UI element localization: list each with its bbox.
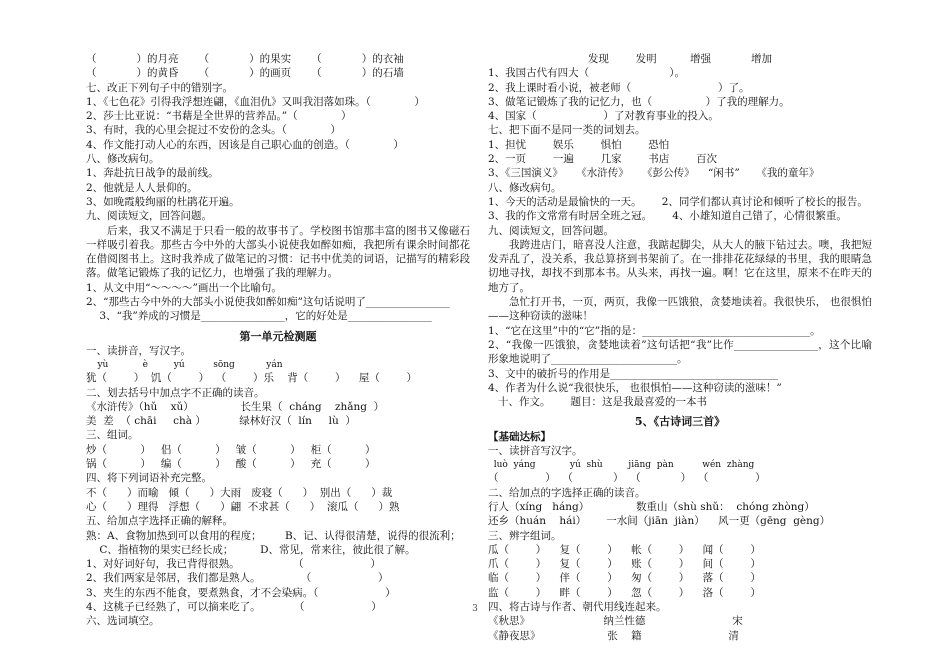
pinyin-row: luò yáng yú shù jiāng pàn wén zhàng xyxy=(488,460,755,471)
text-line: 《静夜思》 张 籍 清 xyxy=(488,629,739,642)
section-heading: 二、给加点的字选择正确的读音。 xyxy=(488,486,646,499)
reading-passage: 我跨进店门，暗喜没人注意，我踮起脚尖，从大人的腋下钻过去。噢，我把短发弄乱了，没关系，我总算挤到书架前了。在一排排花花绿绿的书里，我的眼睛急切地寻找，却找不到那本书。从头来，再找一遍。啊！它在这里，原来不在昨天的地方了。 xyxy=(488,238,872,294)
page-number: 3 xyxy=(472,604,478,614)
right-column xyxy=(488,52,872,643)
section-heading: 一、读拼音，写汉字。 xyxy=(86,344,191,357)
question: 2、“我像一匹饿狼，贪婪地读着”这句话把“我”比作________________，这个比喻形象地说明了________________________。 xyxy=(488,338,872,366)
text-line: 1、奔赴抗日战争的最前线。 xyxy=(86,167,219,180)
composition-prompt: 十、作文。 题目：这是我最喜爱的一本书 xyxy=(488,396,708,409)
text-line: 4、作文能打动人心的东西，因该是自己职心血的创造。（ ） xyxy=(86,138,404,151)
section-tag: 【基础达标】 xyxy=(488,430,551,443)
unit-test-title: 第一单元检测题 xyxy=(239,329,317,343)
text-line: 1、我国古代有四大（ ）。 xyxy=(488,67,686,80)
section-heading: 三、组词。 xyxy=(86,429,139,442)
text-line: 3、《三国演义》 《水浒传》 《彭公传》 “闲书” 《我的童年》 xyxy=(488,167,820,180)
text-line: 4、这桃子已经熟了，可以摘来吃了。 （ ） xyxy=(86,600,382,613)
left-column xyxy=(86,52,470,629)
text-line: 3、如晚霞般绚丽的杜鹃花开遍。 xyxy=(86,195,240,208)
text-line: （ ） （ ） （ ） （ ） xyxy=(488,472,766,485)
section-heading: 三、辨字组词。 xyxy=(488,529,562,542)
pinyin-row: yù è yú sōng yán xyxy=(86,360,283,371)
text-line: 2、莎士比亚说：“书藉是全世界的营养品。”（ ） xyxy=(86,110,352,123)
section-heading: 七、把下面不是同一类的词划去。 xyxy=(488,124,646,137)
section-heading: 八、修改病句。 xyxy=(86,153,160,166)
question: 1、“它在这里”中的“它”指的是：________________________________。 xyxy=(488,324,821,337)
text-line: 《秋思》 纳兰性德 宋 xyxy=(488,615,743,628)
text-line: 3、做笔记锻炼了我的记忆力，也（ ）了我的理解力。 xyxy=(488,95,790,108)
question: 3、文中的破折号的作用是________________________________ xyxy=(488,367,779,380)
text-line: 犹（ ） 饥（ ） （ ）乐 背（ ） 屋（ ） xyxy=(86,372,418,385)
text-line: 3、有时，我的心里会捉过不安份的念头。（ ） xyxy=(86,124,341,137)
text-line: 4、国家（ ）了对教育事业的投入。 xyxy=(488,110,719,123)
section-heading: 一、读拼音写汉字。 xyxy=(488,445,583,458)
reading-passage-2: 急忙打开书，一页，两页，我像一匹饿狼，贪婪地读着。我很快乐， 也很惧怕——这种窃读的滋味！ xyxy=(488,296,872,323)
reading-passage: 后来，我又不满足于只看一般的故事书了。学校图书馆那丰富的图书又像磁石一样吸引着我。那些古今中外的大部头小说使我如醉如痴，我把所有课余时间都花在借阅图书上。这时我养成了做笔记的习惯：记书中优美的词语，记描写的精彩段落。做笔记锻炼了我的记忆力，也增强了我的理解力。 xyxy=(86,224,470,280)
question: 3、“我”养成的习惯是________________，它的好处是________________ xyxy=(86,310,432,323)
text-line: 炒（ ） 侣（ ） 皱（ ） 柜（ ） xyxy=(86,443,376,456)
section-heading: 七、改正下列句子中的错别字。 xyxy=(86,81,233,94)
word-bank: 发现 发明 增强 增加 xyxy=(587,53,773,65)
text-line: C、指植物的果实已经长成； D、常见，常来往，彼此很了解。 xyxy=(86,543,416,556)
section-heading: 四、将下列词语补充完整。 xyxy=(86,472,212,485)
text-line: 爪（ ） 复（ ） 账（ ） 间（ ） xyxy=(488,558,761,571)
text-line: 2、我上课时看小说，被老师（ ）了。 xyxy=(488,81,750,94)
question: 2、“那些古今中外的大部头小说使我如醉如痴”这句话说明了________________ xyxy=(86,296,450,309)
text-line: 还乡（huán hái） 一水间（jiān jiàn） 风一更（gēng gèng） xyxy=(488,515,831,528)
section-heading: 九、阅读短文，回答问题。 xyxy=(488,224,614,237)
section-heading: 九、阅读短文，回答问题。 xyxy=(86,210,212,223)
question: 1、从文中用“～～～～”画出一个比喻句。 xyxy=(86,281,282,294)
text-line: 不（ ）而喻 倾（ ）大雨 废寝（ ） 别出（ ）裁 xyxy=(86,486,393,499)
text-line: 锅（ ） 编（ ） 酸（ ） 充（ ） xyxy=(86,458,376,471)
text-line: 瓜（ ） 复（ ） 帐（ ） 闻（ ） xyxy=(488,543,761,556)
text-line: 监（ ） 畔（ ） 忽（ ） 洛（ ） xyxy=(488,586,761,599)
text-line: 临（ ） 伴（ ） 匆（ ） 落（ ） xyxy=(488,572,761,585)
text-line: （ ）的月亮 （ ）的果实 （ ）的衣袖 xyxy=(86,53,404,65)
section-heading: 六、选词填空。 xyxy=(86,615,160,628)
question: 4、作者为什么说“我很快乐， 也很惧怕——这种窃读的滋味！” xyxy=(488,381,782,394)
text-line: 美 差 （ chāi chà ） 绿林好汉（ lín lù ） xyxy=(86,415,356,428)
section-heading: 八、修改病句。 xyxy=(488,181,562,194)
section-heading: 四、将古诗与作者、朝代用线连起来。 xyxy=(488,600,667,613)
section-heading: 五、给加点字选择正确的解释。 xyxy=(86,515,233,528)
text-line: 心（ ）理得 浮想（ ）翩 不求甚（ ） 滚瓜（ ）熟 xyxy=(86,500,400,513)
text-line: 2、我们两家是邻居，我们都是熟人。 （ ） xyxy=(86,572,389,585)
text-line: 熟：A、食物加热到可以食用的程度； B、记、认得很清楚，说得的很流利； xyxy=(86,529,461,542)
text-line: 2、一页 一遍 几家 书店 百次 xyxy=(488,153,717,166)
text-line: 3、夹生的东西不能食，要煮熟食，才不会染病。（ ） xyxy=(86,586,396,599)
lesson-title: 5、《古诗词三首》 xyxy=(634,415,726,429)
text-line: 1、今天的活动是最愉快的一天。 2、同学们都认真讨论和倾听了校长的报告。 xyxy=(488,195,868,208)
text-line: 1、对好词好句，我已背得很熟。 （ ） xyxy=(86,558,381,571)
text-line: 1、担忧 娱乐 惧怕 恐怕 xyxy=(488,138,670,151)
text-line: 2、他就是人人景仰的。 xyxy=(86,181,198,194)
section-heading: 二、划去括号中加点字不正确的读音。 xyxy=(86,386,265,399)
text-line: 行人（xíng háng） 数重山（shù shǔ： chóng zhòng） xyxy=(488,500,815,513)
text-line: 3、我的作文常常有时居全班之冠。 4、小雄知道自己错了，心情很繁重。 xyxy=(488,210,847,223)
text-line: （ ）的黄昏 （ ）的画页 （ ）的石墙 xyxy=(86,67,404,80)
text-line: 1、《七色花》引得我浮想连翩，《血泪仇》又叫我泪落如珠。（ ） xyxy=(86,95,425,108)
text-line: 《水浒传》（hǔ xǔ） 长生果（ cháng zhǎng ） xyxy=(86,400,385,413)
